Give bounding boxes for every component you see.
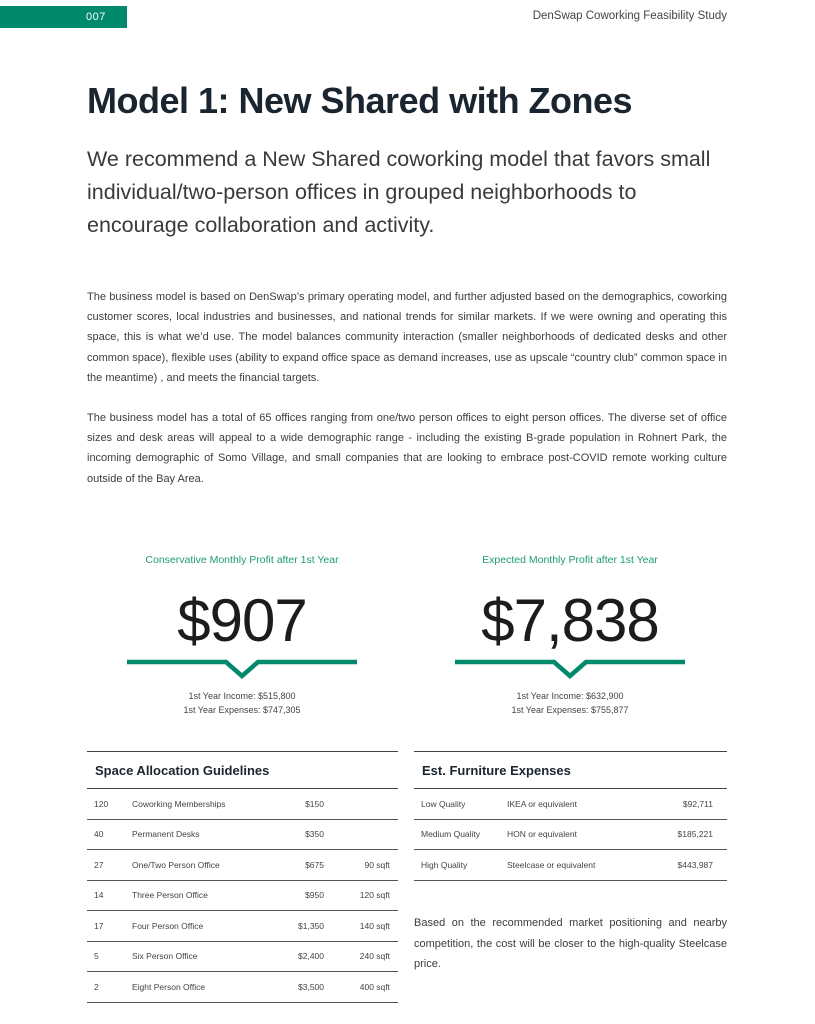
row-type: Six Person Office [132,951,198,962]
table-row [87,911,398,942]
row-type: Four Person Office [132,920,204,931]
table-title: Space Allocation Guidelines [87,752,398,789]
row-quantity: 40 [94,829,104,840]
row-cost: $92,711 [682,798,713,809]
row-price: $350 [305,829,324,840]
metric-expenses: 1st Year Expenses: $747,305 [183,704,301,715]
metric-label: Expected Monthly Profit after 1st Year [482,554,658,566]
row-type: Three Person Office [132,890,208,901]
metric-label: Conservative Monthly Profit after 1st Year [145,554,339,566]
metric-expenses: 1st Year Expenses: $755,877 [511,704,629,715]
table-row [87,820,398,851]
row-quality: High Quality [421,859,468,870]
row-price: $1,350 [298,920,324,931]
row-cost: $185,221 [677,829,713,840]
page-number-tab [0,6,127,28]
row-brand: IKEA or equivalent [507,798,577,809]
row-quantity: 120 [94,798,109,809]
row-price: $150 [305,798,324,809]
metric-notes [440,690,700,717]
row-brand: HON or equivalent [507,829,577,840]
row-cost: $443,987 [677,859,713,870]
row-type: Eight Person Office [132,981,206,992]
metric-value: $7,838 [481,587,659,654]
row-price: $2,400 [298,951,324,962]
row-type: One/Two Person Office [132,859,220,870]
row-price: $675 [305,859,324,870]
table-row [414,789,727,820]
row-size: 240 sqft [359,951,390,962]
row-quality: Medium Quality [421,829,481,840]
furniture-expenses-table [414,751,727,881]
row-size: 400 sqft [359,981,390,992]
row-quantity: 27 [94,859,104,870]
metric-income: 1st Year Income: $515,800 [188,691,296,701]
furniture-note: Based on the recommended market positioning and nearby competition, the cost will be closer to the high-quality Steelcase price. [414,917,727,970]
running-header: DenSwap Coworking Feasibility Study [532,10,727,22]
row-size: 90 sqft [364,859,390,870]
row-quantity: 17 [94,920,104,931]
space-allocation-table [87,751,398,1003]
body-paragraph-2: The business model has a total of 65 offices ranging from one/two person offices to eight person offices. The diverse set of office sizes and desk areas will appeal to a wide demographic range - including the existing B-grade population in Rohnert Park, the incoming demographic of Somo Village, and small companies that are looking to embrace post-COVID remote working culture outside of the Bay Area. [87,412,727,485]
row-size: 140 sqft [359,920,390,931]
row-size: 120 sqft [359,890,390,901]
row-quality: Low Quality [421,798,466,809]
body-paragraph-1: The business model is based on DenSwap’s primary operating model, and further adjusted based on the demographics, coworking customer scores, local industries and businesses, and national trends for similar markets. If we were owning and operating this space, this is what we’d use. The model balances community interaction (smaller neighborhoods of dedicated desks and other common space), flexible uses (ability to expand office space as demand increases, use as upscale “country club” common space in the meantime) , and meets the financial targets. [87,291,727,384]
table-title: Est. Furniture Expenses [414,752,727,789]
page-number: 007 [86,11,106,23]
table-row [87,881,398,912]
row-brand: Steelcase or equivalent [507,859,596,870]
row-price: $950 [305,890,324,901]
page-title: Model 1: New Shared with Zones [87,80,633,121]
metric-notes [112,690,372,717]
chevron-underline-icon [127,659,357,681]
table-row [414,850,727,881]
metric-conservative [112,550,372,717]
table-row [414,820,727,851]
chevron-underline-icon [455,659,685,681]
metric-value: $907 [177,587,307,654]
table-row [87,850,398,881]
page-subtitle: We recommend a New Shared coworking model that favors small individual/two-person offices in grouped neighborhoods to encourage collaboration and activity. [87,147,711,237]
metric-expected [440,550,700,717]
row-price: $3,500 [298,981,324,992]
row-quantity: 2 [94,981,99,992]
table-row [87,789,398,820]
table-row [87,972,398,1003]
metric-income: 1st Year Income: $632,900 [516,691,624,701]
row-quantity: 5 [94,951,99,962]
table-row [87,942,398,973]
row-type: Permanent Desks [132,829,200,840]
row-type: Coworking Memberships [132,798,226,809]
row-quantity: 14 [94,890,104,901]
